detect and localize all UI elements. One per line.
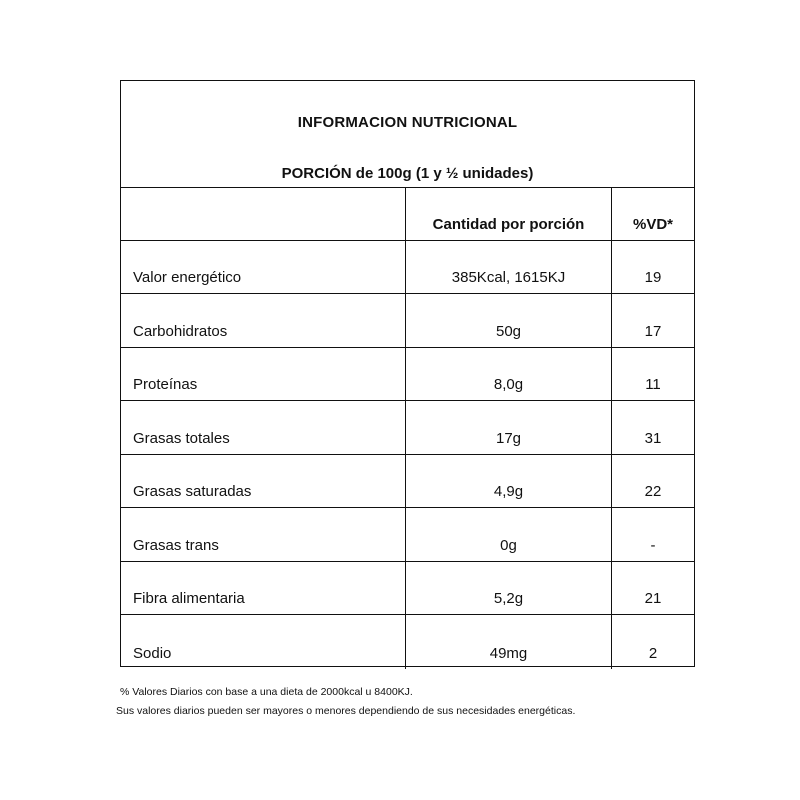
table-row xyxy=(121,401,694,455)
table-row xyxy=(121,241,694,295)
table-row xyxy=(121,455,694,509)
amount-cell: 5,2g xyxy=(406,562,612,615)
daily-value-footnote: % Valores Diarios con base a una dieta de 2000kcal u 8400KJ. xyxy=(120,686,413,698)
column-header-nutrient xyxy=(121,187,406,240)
amount-cell: 0g xyxy=(406,508,612,561)
nutrient-cell: Grasas saturadas xyxy=(121,455,406,508)
column-header-amount: Cantidad por porción xyxy=(406,187,612,240)
amount-cell: 49mg xyxy=(406,615,612,669)
table-row xyxy=(121,508,694,562)
dv-cell: 21 xyxy=(644,590,662,607)
table-row xyxy=(121,615,694,669)
table-row xyxy=(121,348,694,402)
nutrient-cell: Grasas totales xyxy=(121,401,406,454)
amount-cell: 385Kcal, 1615KJ xyxy=(406,241,612,294)
nutrient-cell: Carbohidratos xyxy=(121,294,406,347)
table-row xyxy=(121,294,694,348)
portion-size: PORCIÓN de 100g (1 y ½ unidades) xyxy=(281,165,534,182)
nutrient-cell: Valor energético xyxy=(121,241,406,294)
amount-cell: 4,9g xyxy=(406,455,612,508)
column-header-row xyxy=(121,187,694,241)
table-title: INFORMACION NUTRICIONAL xyxy=(297,114,518,131)
dv-cell: 31 xyxy=(644,429,662,447)
dv-cell: 2 xyxy=(648,644,658,662)
dv-cell: 19 xyxy=(644,269,662,286)
daily-value-disclaimer: Sus valores diarios pueden ser mayores o menores dependiendo de sus necesidades energéticas. xyxy=(116,705,576,717)
dv-cell: - xyxy=(650,536,656,554)
amount-cell: 8,0g xyxy=(406,348,612,401)
table-row xyxy=(121,562,694,616)
dv-cell: 11 xyxy=(645,376,661,393)
table-body xyxy=(121,187,694,666)
nutrient-cell: Proteínas xyxy=(121,348,406,401)
nutrient-cell: Grasas trans xyxy=(121,508,406,561)
dv-cell: 22 xyxy=(644,483,662,500)
amount-cell: 50g xyxy=(406,294,612,347)
dv-cell: 17 xyxy=(644,322,662,340)
amount-cell: 17g xyxy=(406,401,612,454)
nutrient-cell: Sodio xyxy=(121,615,406,669)
table-header xyxy=(121,81,694,188)
nutrition-facts-table xyxy=(120,80,695,667)
column-header-dv: %VD* xyxy=(632,215,673,233)
nutrient-cell: Fibra alimentaria xyxy=(121,562,406,615)
